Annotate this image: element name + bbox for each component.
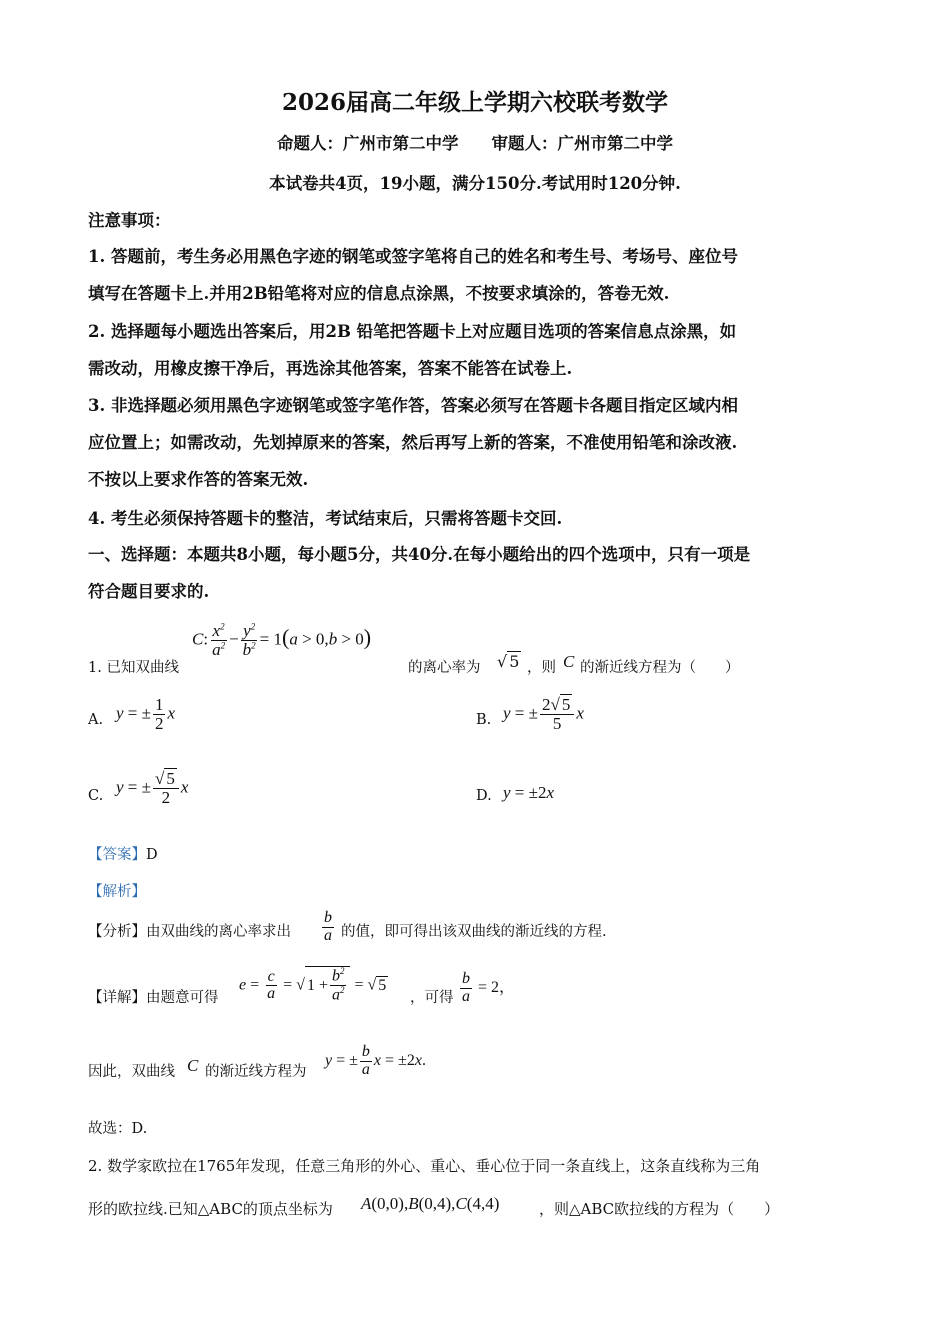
therefore-pre: 因此，双曲线 <box>88 1064 175 1080</box>
notice-line: 填写在答题卡上.并用2B铅笔将对应的信息点涂黑，不按要求填涂的，答卷无效. <box>88 284 670 303</box>
therefore-c-symbol: C <box>187 1056 199 1075</box>
q1-end: 的渐近线方程为（ ） <box>580 660 740 676</box>
q1-option-a-label: A. <box>88 712 104 728</box>
q1-option-a-formula: y = ± $\frac{1}{2}$ x <box>116 695 176 733</box>
notice-line: 4. 考生必须保持答题卡的整洁，考试结束后，只需将答题卡交回. <box>88 509 563 528</box>
q1-c-symbol: C <box>563 652 575 671</box>
answer-tag: 【答案】 <box>88 847 146 863</box>
q1-option-d-formula: y = ±2x <box>503 783 555 802</box>
exam-info: 本试卷共4页，19小题，满分150分.考试用时120分钟. <box>269 174 681 193</box>
q1-prefix: 1. 已知双曲线 <box>88 660 179 676</box>
detail-tag: 【详解】 <box>88 990 146 1006</box>
fenxi-pre: 由双曲线的离心率求出 <box>146 924 291 940</box>
q1-suffix: ，则 <box>527 660 556 676</box>
q2-line1: 2. 数学家欧拉在1765年发现，任意三角形的外心、重心、垂心位于同一条直线上，这条直线称为三角 <box>88 1157 761 1175</box>
detail-ratio: $\frac{b}{a}$ = 2， <box>462 970 516 1005</box>
q1-hyperbola-equation: C: $\frac{x^2}{a^2}$ − $\frac{y^2}{b^2}$ = 1(a > 0,b > 0) <box>192 621 372 659</box>
section-heading-cont: 符合题目要求的. <box>88 582 210 601</box>
fenxi-post: 的值，即可得出该双曲线的渐近线的方程. <box>341 924 607 940</box>
notice-line: 2. 选择题每小题选出答案后，用2B 铅笔把答题卡上对应题目选项的答案信息点涂黑，如 <box>88 322 737 341</box>
asymptote-formula: y = ± $\frac{b}{a}$ x = ±2x. <box>325 1043 426 1078</box>
q1-option-b-label: B. <box>476 712 492 728</box>
q2-line2-post: ，则△ABC欧拉线的方程为（ ） <box>539 1200 780 1218</box>
q1-mid: 的离心率为 <box>408 660 481 676</box>
notice-line: 1. 答题前，考生务必用黑色字迹的钢笔或签字笔将自己的姓名和考生号、考场号、座位号 <box>88 247 738 266</box>
fenxi-row <box>88 920 291 941</box>
q2-vertices: A(0,0),B(0,4),C(4,4) <box>361 1194 500 1213</box>
q1-option-b-formula: y = ± $\frac{2√ 5}{5}$ x <box>503 695 584 733</box>
notice-line: 需改动，用橡皮擦干净后，再选涂其他答案，答案不能答在试卷上. <box>88 359 573 378</box>
detail-pre: 由题意可得 <box>146 990 219 1006</box>
fenxi-tag: 【分析】 <box>88 924 146 940</box>
detail-row <box>88 986 219 1007</box>
detail-formula: e = $\frac{c}{a}$ = √ 1 + $\frac{b^2}{a^2}$ = √ 5 <box>239 966 387 1004</box>
page-title: 2026届高二年级上学期六校联考数学 <box>281 89 668 116</box>
answer-value: D <box>146 847 158 863</box>
analysis-tag: 【解析】 <box>88 884 146 900</box>
authors-line: 命题人：广州市第二中学 审题人：广州市第二中学 <box>277 134 673 153</box>
conclusion: 故选：D. <box>88 1121 148 1137</box>
notice-line: 3. 非选择题必须用黑色字迹钢笔或签字笔作答，答案必须写在答题卡各题目指定区域内相 <box>88 396 738 415</box>
section-heading: 一、选择题：本题共8小题，每小题5分，共40分.在每小题给出的四个选项中，只有一项是 <box>88 545 751 564</box>
q1-option-d-label: D. <box>476 788 492 804</box>
notice-line: 不按以上要求作答的答案无效. <box>88 470 309 489</box>
detail-mid: ，可得 <box>410 990 454 1006</box>
q1-answer-row <box>88 843 158 864</box>
q1-option-c-label: C. <box>88 788 104 804</box>
notice-heading: 注意事项： <box>88 211 171 230</box>
q2-line2-pre: 形的欧拉线.已知△ABC的顶点坐标为 <box>88 1200 333 1218</box>
fenxi-fraction: $\frac{b}{a}$ <box>324 909 332 944</box>
q1-sqrt5: √ 5 <box>497 652 520 671</box>
q1-option-c-formula: y = ± $\frac{√ 5}{2}$ x <box>116 769 189 807</box>
therefore-mid: 的渐近线方程为 <box>205 1064 307 1080</box>
notice-line: 应位置上；如需改动，先划掉原来的答案，然后再写上新的答案，不准使用铅笔和涂改液. <box>88 433 738 452</box>
